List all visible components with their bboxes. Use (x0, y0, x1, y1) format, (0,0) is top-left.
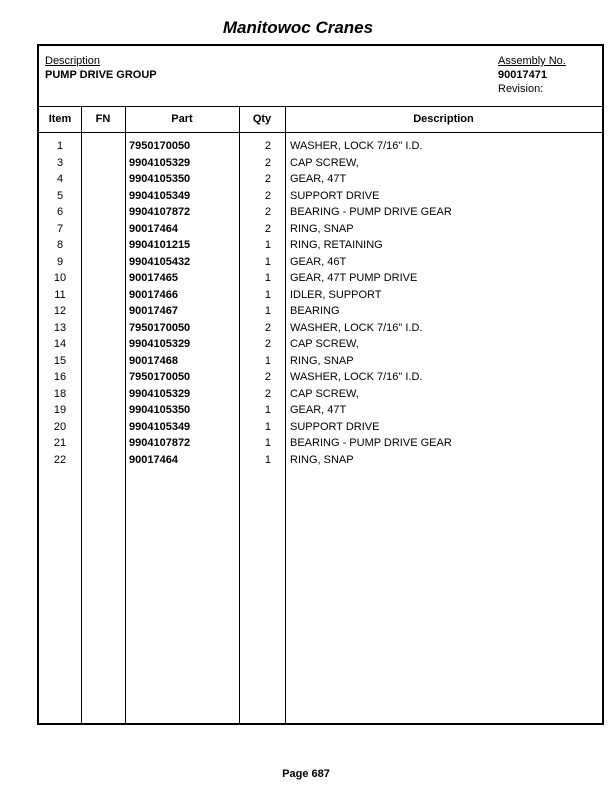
description-cell: RING, SNAP (290, 453, 354, 466)
item-cell: 22 (53, 453, 67, 466)
table-row (39, 388, 602, 405)
part-number-cell: 9904105432 (129, 255, 191, 268)
description-cell: WASHER, LOCK 7/16" I.D. (290, 371, 423, 383)
assembly-header (39, 46, 602, 107)
item-cell: 11 (54, 288, 66, 301)
part-number-cell: 9904105350 (129, 404, 191, 416)
item-cell: 7 (56, 222, 64, 235)
qty-cell: 2 (264, 156, 271, 169)
qty-cell: 1 (264, 404, 271, 416)
part-number-cell: 90017465 (129, 272, 178, 284)
item-cell: 1 (56, 140, 64, 152)
table-row (39, 173, 602, 190)
item-cell: 21 (53, 437, 67, 449)
description-cell: SUPPORT DRIVE (290, 189, 380, 202)
part-number-cell: 90017467 (129, 305, 178, 317)
qty-cell: 2 (264, 140, 271, 152)
description-cell: GEAR, 46T (290, 255, 347, 268)
part-number-cell: 9904105329 (129, 387, 191, 400)
qty-cell: 2 (264, 338, 271, 350)
part-number-cell: 90017464 (129, 453, 178, 466)
item-cell: 16 (53, 371, 67, 383)
item-cell: 6 (56, 206, 64, 218)
part-number-cell: 7950170050 (129, 140, 191, 152)
description-label: Description (45, 55, 101, 67)
assembly-number: 90017471 (498, 69, 547, 81)
table-row (39, 157, 602, 174)
column-header-fn: FN (95, 113, 111, 125)
item-cell: 18 (53, 387, 67, 400)
item-cell: 3 (56, 156, 64, 169)
part-number-cell: 90017466 (129, 288, 178, 301)
table-row (39, 454, 602, 471)
parts-list-frame (37, 44, 604, 725)
item-cell: 8 (56, 239, 64, 251)
table-row (39, 272, 602, 289)
page-number: Page 687 (282, 768, 330, 780)
table-row (39, 322, 602, 339)
item-cell: 12 (53, 305, 67, 317)
assembly-block (498, 54, 566, 96)
item-cell: 9 (56, 255, 64, 268)
table-row (39, 140, 602, 157)
qty-cell: 1 (264, 239, 271, 251)
part-number-cell: 9904105329 (129, 156, 191, 169)
qty-cell: 2 (264, 206, 271, 218)
item-cell: 15 (53, 354, 67, 367)
description-block (45, 54, 157, 82)
description-cell: GEAR, 47T (290, 404, 347, 416)
qty-cell: 1 (264, 255, 271, 268)
item-cell: 14 (53, 338, 67, 350)
qty-cell: 1 (264, 288, 271, 301)
part-number-cell: 9904105350 (129, 173, 191, 185)
item-cell: 5 (56, 189, 64, 202)
item-cell: 19 (53, 404, 67, 416)
table-row (39, 305, 602, 322)
part-number-cell: 9904101215 (129, 239, 191, 251)
qty-cell: 1 (264, 354, 271, 367)
description-cell: RING, SNAP (290, 222, 354, 235)
part-number-cell: 9904107872 (129, 206, 191, 218)
description-cell: RING, RETAINING (290, 239, 383, 251)
part-number-cell: 9904105349 (129, 189, 191, 202)
item-cell: 10 (53, 272, 67, 284)
part-number-cell: 90017468 (129, 354, 178, 367)
qty-cell: 2 (264, 371, 271, 383)
item-cell: 20 (53, 420, 67, 433)
description-cell: BEARING - PUMP DRIVE GEAR (290, 437, 452, 449)
description-cell: IDLER, SUPPORT (290, 288, 382, 301)
qty-cell: 1 (264, 453, 271, 466)
qty-cell: 1 (264, 437, 271, 449)
description-cell: RING, SNAP (290, 354, 354, 367)
qty-cell: 1 (264, 272, 271, 284)
item-cell: 13 (53, 321, 67, 334)
description-cell: WASHER, LOCK 7/16" I.D. (290, 321, 423, 334)
description-cell: CAP SCREW, (290, 338, 359, 350)
table-row (39, 223, 602, 240)
description-cell: BEARING - PUMP DRIVE GEAR (290, 206, 452, 218)
part-number-cell: 90017464 (129, 222, 178, 235)
table-row (39, 256, 602, 273)
description-cell: SUPPORT DRIVE (290, 420, 380, 433)
description-cell: BEARING (290, 305, 340, 317)
part-number-cell: 7950170050 (129, 371, 191, 383)
assembly-label: Assembly No. (498, 55, 566, 67)
table-row (39, 437, 602, 454)
qty-cell: 2 (264, 173, 271, 185)
qty-cell: 1 (264, 305, 271, 317)
part-number-cell: 9904105329 (129, 338, 191, 350)
description-cell: GEAR, 47T (290, 173, 347, 185)
description-cell: WASHER, LOCK 7/16" I.D. (290, 140, 423, 152)
table-row (39, 289, 602, 306)
parts-table-body (39, 140, 602, 470)
table-row (39, 206, 602, 223)
part-number-cell: 9904107872 (129, 437, 191, 449)
qty-cell: 1 (264, 420, 271, 433)
description-cell: CAP SCREW, (290, 156, 359, 169)
column-header-qty: Qty (252, 113, 272, 125)
table-row (39, 421, 602, 438)
item-cell: 4 (56, 173, 64, 185)
table-row (39, 404, 602, 421)
table-row (39, 338, 602, 355)
column-header-row (39, 106, 602, 133)
table-row (39, 239, 602, 256)
table-row (39, 355, 602, 372)
description-cell: CAP SCREW, (290, 387, 359, 400)
qty-cell: 2 (264, 222, 271, 235)
table-row (39, 371, 602, 388)
page-title: Manitowoc Cranes (222, 18, 374, 37)
qty-cell: 2 (264, 387, 271, 400)
qty-cell: 2 (264, 321, 271, 334)
column-header-item: Item (48, 113, 72, 125)
revision-label: Revision: (498, 83, 544, 95)
column-header-description: Description (413, 113, 474, 125)
qty-cell: 2 (264, 189, 271, 202)
table-row (39, 190, 602, 207)
description-cell: GEAR, 47T PUMP DRIVE (290, 272, 418, 284)
description-value: PUMP DRIVE GROUP (45, 69, 157, 81)
column-header-part: Part (171, 113, 193, 125)
part-number-cell: 9904105349 (129, 420, 191, 433)
part-number-cell: 7950170050 (129, 321, 191, 334)
